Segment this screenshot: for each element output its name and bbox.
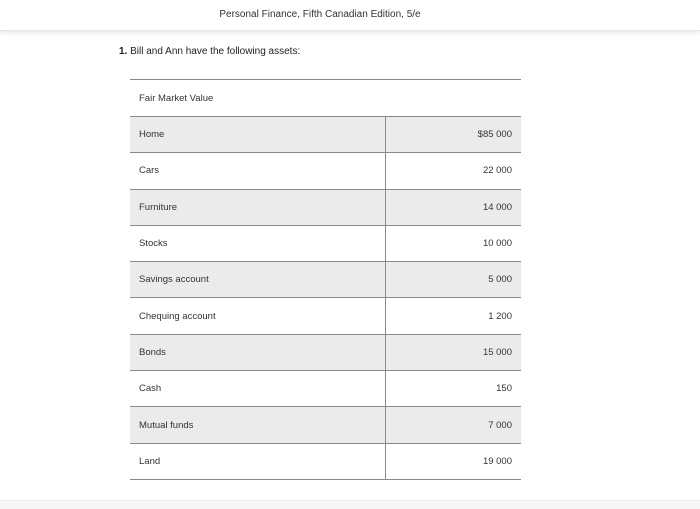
question-number: 1. — [119, 46, 128, 57]
table-row — [130, 371, 521, 407]
asset-name: Cash — [130, 371, 386, 406]
asset-name: Land — [130, 444, 386, 479]
asset-value: 1 200 — [488, 310, 512, 322]
table-row — [130, 262, 521, 298]
table-header — [130, 80, 521, 117]
table-header-label: Fair Market Value — [139, 93, 214, 104]
table-row — [130, 153, 521, 189]
table-row — [130, 226, 521, 262]
table-row — [130, 335, 521, 371]
asset-name: Savings account — [130, 262, 386, 297]
asset-name: Cars — [130, 153, 386, 188]
table-row — [130, 444, 521, 480]
asset-name: Furniture — [130, 190, 386, 225]
question-prompt — [119, 46, 300, 57]
asset-value: 15 000 — [482, 346, 512, 358]
table-row — [130, 190, 521, 226]
asset-value: 10 000 — [482, 238, 512, 250]
asset-name: Mutual funds — [130, 407, 386, 442]
asset-value: 5 000 — [488, 274, 512, 286]
table-row — [130, 298, 521, 334]
assets-table — [130, 79, 521, 480]
asset-name: Bonds — [130, 335, 386, 370]
question-text: Bill and Ann have the following assets: — [130, 46, 301, 57]
table-row — [130, 407, 521, 443]
asset-name: Chequing account — [130, 298, 386, 333]
page-header — [0, 0, 700, 31]
asset-name: Stocks — [130, 226, 386, 261]
asset-value: 14 000 — [482, 201, 512, 213]
asset-value: 19 000 — [482, 455, 512, 467]
asset-value: 7 000 — [488, 419, 512, 431]
asset-name: Home — [130, 117, 386, 152]
asset-value: $85 000 — [477, 129, 512, 141]
asset-value: 22 000 — [482, 165, 512, 177]
table-row — [130, 117, 521, 153]
asset-value: 150 — [496, 383, 512, 395]
book-title: Personal Finance, Fifth Canadian Edition, 5/e — [219, 9, 421, 20]
